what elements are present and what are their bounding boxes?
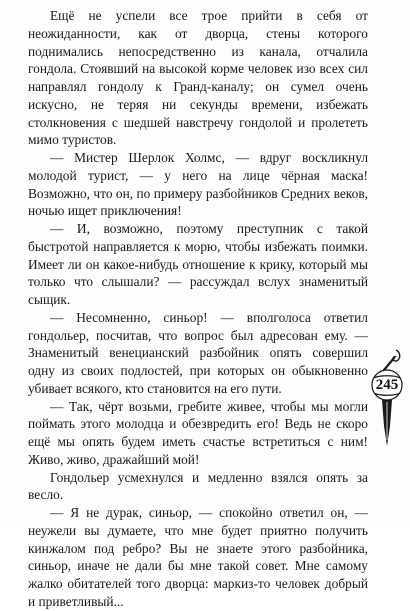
paragraph: — Мистер Шерлок Холмс, — вдруг воскликнул молодой турист, — у него на лице чёрная маска! Возможно, что он, по примеру разбойников Средних веков, ночью ищет приключения! xyxy=(28,150,368,219)
dagger-icon xyxy=(370,348,406,448)
paragraph: Ещё не успели все трое прийти в себя от неожиданности, как от дворца, стены которого поднимались непосредственно из канала, отчалила гондола. Стоявший на высокой корме человек изо всех сил направлял гондолу к Гранд-каналу; он сумел очень искусно, не теряя ни секунды времени, избежать столкновения с шедшей навстречу гондолой и пролететь мимо туристов. xyxy=(28,8,368,148)
paragraph: — Так, чёрт возьми, гребите живее, чтобы мы могли поймать этого молодца и обезвредить его! Ведь не скоро ещё мы опять будем иметь счастье встретиться с ним! Живо, живо, дражайший мой! xyxy=(28,398,368,467)
paragraph: Гондольер усмехнулся и медленно взялся опять за весло. xyxy=(28,469,368,503)
body-text xyxy=(28,7,368,611)
paragraph: — Несомненно, синьор! — вполголоса ответил гондольер, посчитав, что вопрос был адресован ему. — Знаменитый венецианский разбойник опять совершил одну из своих подлостей, при которых он обыкновенно убивает всякого, кто становится на его пути. xyxy=(28,309,368,396)
paragraph: — Я не дурак, синьор, — спокойно ответил он, — неужели вы думаете, что мне будет приятно получить кинжалом под ребро? Вы не знаете этого разбойника, синьор, иначе не дали бы мне такой совет. Мне самому жалко обитателей того дворца: маркиз-то человек добрый и приветливый... xyxy=(28,505,368,609)
paragraph: — И, возможно, поэтому преступник с такой быстротой направляется к морю, чтобы избежать поимки. Имеет ли он какое-нибудь отношение к крику, который мы только что слышали? — рассуждал вслух знаменитый сыщик. xyxy=(28,221,368,307)
page-number: 245 xyxy=(375,377,399,393)
